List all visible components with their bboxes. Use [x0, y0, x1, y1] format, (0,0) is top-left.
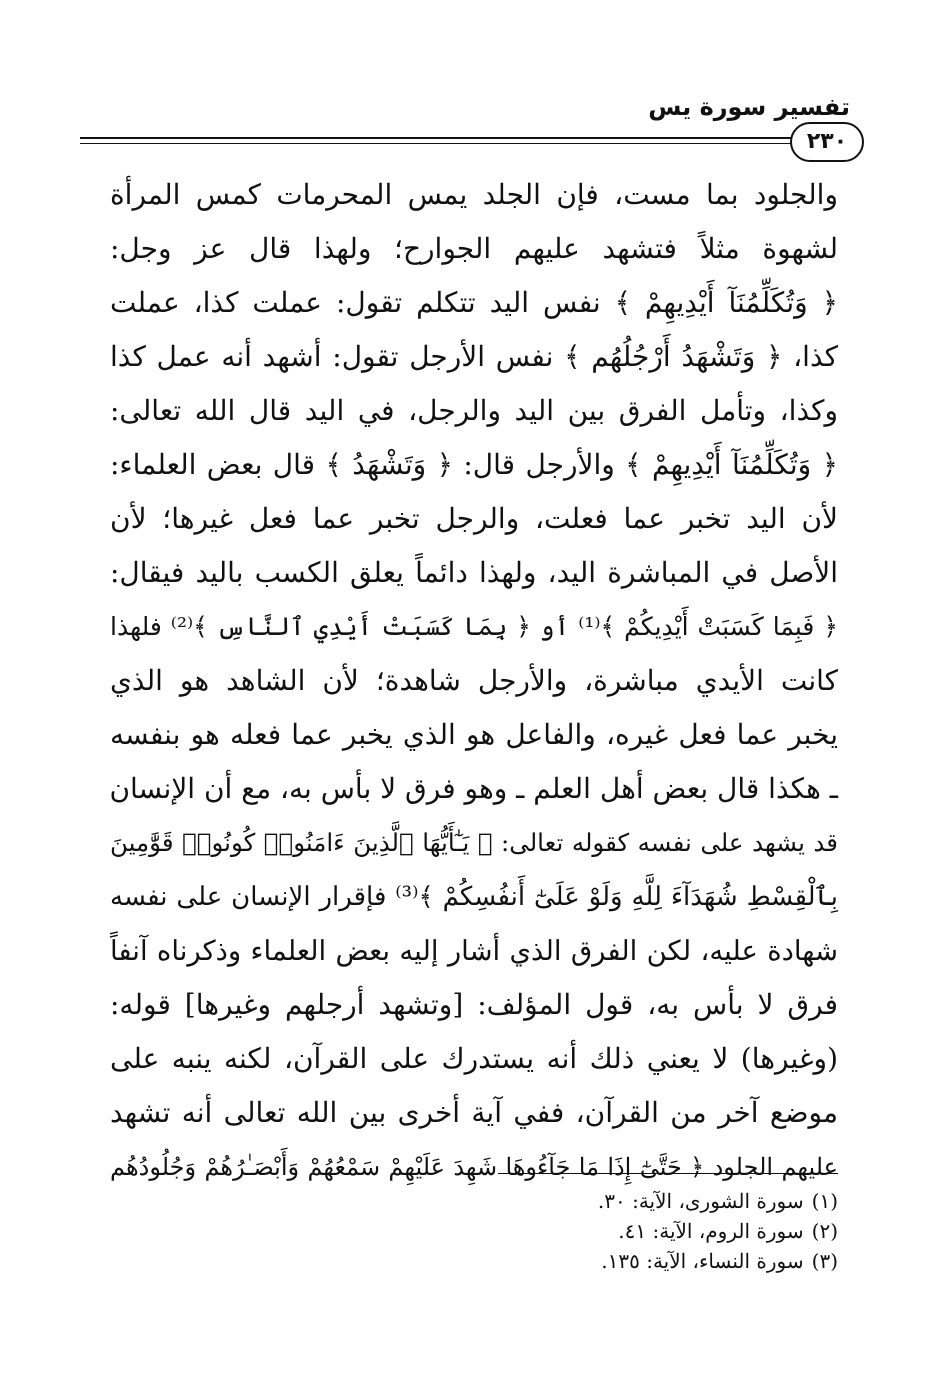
text-line: عليهم الجلود ﴿ حَتَّىٰٓ إِذَا مَا جَآءُوهَا شَهِدَ عَلَيْهِمْ سَمْعُهُمْ وَأَبْصَـٰرُهُمْ وَجُلُودُهُم: [110, 1153, 838, 1181]
text-line: الأصل في المباشرة اليد، ولهذا دائماً يعلق الكسب باليد فيقال:: [110, 556, 838, 589]
footnote-number: (١): [811, 1189, 838, 1213]
text-line: لأن اليد تخبر عما فعلت، والرجل تخبر عما فعل غيرها؛ لأن: [110, 502, 838, 535]
text-line: كانت الأيدي مباشرة، والأرجل شاهدة؛ لأن الشاهد هو الذي: [110, 664, 838, 697]
header-rule-thin: [80, 143, 822, 144]
footnote-separator: [498, 1173, 838, 1174]
text-line: ﴿ فَبِمَا كَسَبَتْ أَيْدِيكُمْ ﴾⁽¹⁾ أو ﴿ بِمَا كَسَبَتْ أَيْدِي ٱلنَّاسِ ﴾⁽²⁾ فلهذا: [110, 612, 838, 641]
text-line: بِٱلْقِسْطِ شُهَدَآءَ لِلَّهِ وَلَوْ عَلَىٰٓ أَنفُسِكُمْ ﴾⁽³⁾ فإقرار الإنسان على نفسه: [110, 882, 838, 912]
text-line: موضع آخر من القرآن، ففي آية أخرى بين الله تعالى أنه تشهد: [110, 1096, 838, 1129]
footnotes: [110, 1186, 838, 1276]
footnote-number: (٢): [811, 1219, 838, 1243]
text-line: كذا، ﴿ وَتَشْهَدُ أَرْجُلُهُم ﴾ نفس الأرجل تقول: أشهد أنه عمل كذا: [110, 340, 838, 373]
text-line: والجلود بما مست، فإن الجلد يمس المحرمات كمس المرأة: [110, 178, 838, 211]
text-line: ـ هكذا قال بعض أهل العلم ـ وهو فرق لا بأس به، مع أن الإنسان: [109, 772, 838, 805]
text-line: قد يشهد على نفسه كقوله تعالى: ﴿ يَـٰٓأَيُّهَا ٱلَّذِينَ ءَامَنُوا۟ كُونُوا۟ قَوَّٰمِينَ: [110, 828, 838, 857]
text-line: شهادة عليه، لكن الفرق الذي أشار إليه بعض العلماء وذكرناه آنفاً: [110, 935, 838, 967]
footnote-item: [110, 1186, 838, 1216]
header-rule: [80, 137, 822, 139]
text-line: ﴿ وَتُكَلِّمُنَآ أَيْدِيهِمْ ﴾ والأرجل قال: ﴿ وَتَشْهَدُ ﴾ قال بعض العلماء:: [110, 448, 838, 481]
page-number: ٢٣٠: [790, 122, 864, 162]
text-line: يخبر عما فعل غيره، والفاعل هو الذي يخبر عما فعله هو بنفسه: [110, 718, 838, 751]
footnote-text: سورة النساء، الآية: ١٣٥.: [601, 1249, 804, 1273]
running-title: تفسير سورة يس: [648, 93, 850, 121]
text-line: فرق لا بأس به، قول المؤلف: [وتشهد أرجلهم وغيرها] قوله:: [110, 988, 838, 1021]
text-line: ﴿ وَتُكَلِّمُنَآ أَيْدِيهِمْ ﴾ نفس اليد تتكلم تقول: عملت كذا، عملت: [110, 286, 838, 319]
footnote-item: [110, 1216, 838, 1246]
footnote-number: (٣): [811, 1249, 838, 1273]
footnote-text: سورة الشورى، الآية: ٣٠.: [597, 1189, 804, 1213]
footnote-text: سورة الروم، الآية: ٤١.: [618, 1219, 804, 1243]
text-line: (وغيرها) لا يعني ذلك أنه يستدرك على القرآن، لكنه ينبه على: [110, 1042, 838, 1075]
text-line: وكذا، وتأمل الفرق بين اليد والرجل، في اليد قال الله تعالى:: [110, 394, 839, 427]
footnote-item: [110, 1246, 838, 1276]
body-text: [110, 168, 838, 1194]
text-line: لشهوة مثلاً فتشهد عليهم الجوارح؛ ولهذا قال عز وجل:: [110, 232, 838, 265]
